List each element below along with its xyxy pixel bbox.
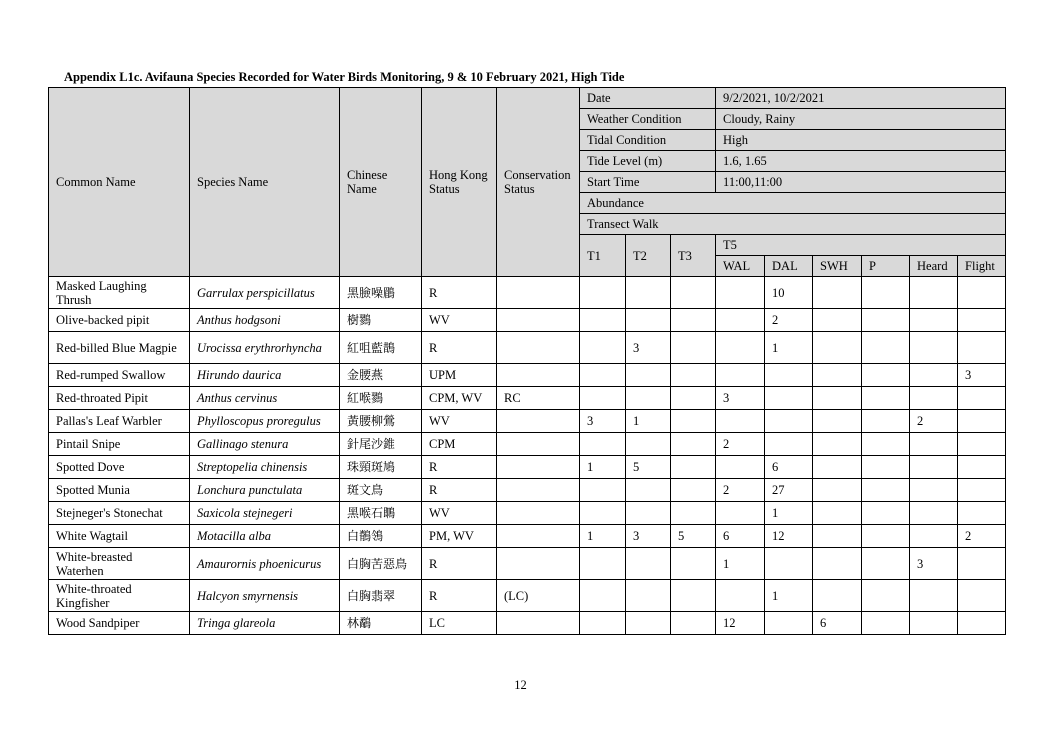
hk-status-cell: WV xyxy=(422,309,497,332)
table-row xyxy=(49,433,1006,456)
count-cell xyxy=(910,479,958,502)
count-cell xyxy=(580,479,626,502)
t5-sub-p: P xyxy=(862,256,910,277)
table-row xyxy=(49,525,1006,548)
hk-status-cell: R xyxy=(422,456,497,479)
t5-sub-swh: SWH xyxy=(813,256,862,277)
count-cell xyxy=(862,548,910,580)
conservation-status-cell xyxy=(497,479,580,502)
chinese-name-cell: 紅喉鷚 xyxy=(340,387,422,410)
species-name-cell: Urocissa erythrorhyncha xyxy=(190,332,340,364)
chinese-name-cell: 珠頸斑鳩 xyxy=(340,456,422,479)
count-cell: 1 xyxy=(580,525,626,548)
common-name-cell: Pallas's Leaf Warbler xyxy=(49,410,190,433)
count-cell: 12 xyxy=(716,612,765,635)
count-cell xyxy=(765,410,813,433)
count-cell xyxy=(671,580,716,612)
count-cell xyxy=(958,309,1006,332)
count-cell xyxy=(910,332,958,364)
table-row xyxy=(49,456,1006,479)
chinese-name-cell: 黃腰柳鶯 xyxy=(340,410,422,433)
count-cell xyxy=(958,580,1006,612)
condition-label: Weather Condition xyxy=(580,109,716,130)
common-name-cell: Pintail Snipe xyxy=(49,433,190,456)
count-cell xyxy=(580,332,626,364)
count-cell xyxy=(813,277,862,309)
count-cell xyxy=(626,433,671,456)
count-cell xyxy=(626,364,671,387)
table-header xyxy=(49,88,1006,277)
count-cell: 2 xyxy=(716,433,765,456)
count-cell xyxy=(671,364,716,387)
count-cell xyxy=(580,309,626,332)
conservation-status-cell xyxy=(497,309,580,332)
table-row xyxy=(49,410,1006,433)
count-cell xyxy=(813,525,862,548)
species-name-cell: Gallinago stenura xyxy=(190,433,340,456)
transect-t2: T2 xyxy=(626,235,671,277)
page-number: 12 xyxy=(514,678,527,692)
transect-t1: T1 xyxy=(580,235,626,277)
count-cell xyxy=(671,277,716,309)
count-cell: 6 xyxy=(765,456,813,479)
table-row xyxy=(49,387,1006,410)
count-cell xyxy=(671,612,716,635)
species-name-cell: Saxicola stejnegeri xyxy=(190,502,340,525)
common-name-cell: Red-billed Blue Magpie xyxy=(49,332,190,364)
conservation-status-cell xyxy=(497,502,580,525)
species-table xyxy=(48,87,1006,635)
conservation-status-cell xyxy=(497,433,580,456)
count-cell xyxy=(813,548,862,580)
count-cell xyxy=(910,502,958,525)
count-cell xyxy=(862,364,910,387)
count-cell xyxy=(910,387,958,410)
count-cell xyxy=(958,548,1006,580)
count-cell: 1 xyxy=(765,502,813,525)
chinese-name-cell: 金腰燕 xyxy=(340,364,422,387)
count-cell xyxy=(716,580,765,612)
count-cell xyxy=(862,433,910,456)
count-cell xyxy=(765,433,813,456)
condition-label: Date xyxy=(580,88,716,109)
count-cell: 3 xyxy=(958,364,1006,387)
table-body xyxy=(49,277,1006,635)
species-name-cell: Lonchura punctulata xyxy=(190,479,340,502)
common-name-cell: Stejneger's Stonechat xyxy=(49,502,190,525)
header-species-name: Species Name xyxy=(190,88,340,277)
species-name-cell: Halcyon smyrnensis xyxy=(190,580,340,612)
transect-t5: T5 xyxy=(716,235,1006,256)
conservation-status-cell xyxy=(497,277,580,309)
count-cell xyxy=(765,387,813,410)
count-cell: 6 xyxy=(813,612,862,635)
count-cell: 3 xyxy=(910,548,958,580)
count-cell: 3 xyxy=(626,525,671,548)
count-cell: 2 xyxy=(716,479,765,502)
chinese-name-cell: 白鶺鴒 xyxy=(340,525,422,548)
hk-status-cell: CPM, WV xyxy=(422,387,497,410)
hk-status-cell: LC xyxy=(422,612,497,635)
common-name-cell: Spotted Munia xyxy=(49,479,190,502)
count-cell xyxy=(580,502,626,525)
count-cell: 1 xyxy=(765,580,813,612)
table-row xyxy=(49,612,1006,635)
chinese-name-cell: 白胸苦惡鳥 xyxy=(340,548,422,580)
count-cell: 5 xyxy=(671,525,716,548)
table-row xyxy=(49,502,1006,525)
hk-status-cell: R xyxy=(422,548,497,580)
count-cell xyxy=(958,332,1006,364)
species-name-cell: Garrulax perspicillatus xyxy=(190,277,340,309)
count-cell xyxy=(716,410,765,433)
transect-walk-label: Transect Walk xyxy=(580,214,1006,235)
condition-value: 11:00,11:00 xyxy=(716,172,1006,193)
count-cell: 1 xyxy=(765,332,813,364)
count-cell xyxy=(580,364,626,387)
common-name-cell: White-breasted Waterhen xyxy=(49,548,190,580)
count-cell xyxy=(910,456,958,479)
chinese-name-cell: 黑喉石䳭 xyxy=(340,502,422,525)
count-cell xyxy=(626,502,671,525)
common-name-cell: Red-throated Pipit xyxy=(49,387,190,410)
count-cell xyxy=(626,309,671,332)
count-cell xyxy=(580,548,626,580)
count-cell: 1 xyxy=(580,456,626,479)
count-cell xyxy=(626,277,671,309)
count-cell: 3 xyxy=(716,387,765,410)
count-cell xyxy=(958,277,1006,309)
species-name-cell: Hirundo daurica xyxy=(190,364,340,387)
chinese-name-cell: 白胸翡翠 xyxy=(340,580,422,612)
chinese-name-cell: 黑臉噪鶥 xyxy=(340,277,422,309)
count-cell xyxy=(671,309,716,332)
conservation-status-cell xyxy=(497,456,580,479)
species-name-cell: Tringa glareola xyxy=(190,612,340,635)
count-cell xyxy=(910,309,958,332)
conservation-status-cell xyxy=(497,525,580,548)
common-name-cell: White Wagtail xyxy=(49,525,190,548)
condition-value: High xyxy=(716,130,1006,151)
header-common-name: Common Name xyxy=(49,88,190,277)
conservation-status-cell: RC xyxy=(497,387,580,410)
table-row xyxy=(49,548,1006,580)
hk-status-cell: WV xyxy=(422,410,497,433)
count-cell: 2 xyxy=(958,525,1006,548)
appendix-title: Appendix L1c. Avifauna Species Recorded for Water Birds Monitoring, 9 & 10 February 2021, High Tide xyxy=(64,70,625,84)
hk-status-cell: WV xyxy=(422,502,497,525)
count-cell xyxy=(813,332,862,364)
count-cell xyxy=(862,277,910,309)
species-name-cell: Amaurornis phoenicurus xyxy=(190,548,340,580)
header-chinese-name: Chinese Name xyxy=(340,88,422,277)
table-row xyxy=(49,479,1006,502)
hk-status-cell: R xyxy=(422,332,497,364)
count-cell xyxy=(910,277,958,309)
count-cell xyxy=(862,410,910,433)
count-cell xyxy=(813,456,862,479)
count-cell xyxy=(813,433,862,456)
count-cell xyxy=(671,502,716,525)
conservation-status-cell: (LC) xyxy=(497,580,580,612)
chinese-name-cell: 樹鷚 xyxy=(340,309,422,332)
abundance-label: Abundance xyxy=(580,193,1006,214)
count-cell xyxy=(716,332,765,364)
count-cell xyxy=(910,433,958,456)
hk-status-cell: R xyxy=(422,479,497,502)
condition-label: Tidal Condition xyxy=(580,130,716,151)
count-cell xyxy=(862,332,910,364)
count-cell xyxy=(813,502,862,525)
table-row xyxy=(49,580,1006,612)
species-name-cell: Anthus hodgsoni xyxy=(190,309,340,332)
count-cell xyxy=(910,580,958,612)
count-cell: 6 xyxy=(716,525,765,548)
count-cell xyxy=(862,502,910,525)
chinese-name-cell: 林鷸 xyxy=(340,612,422,635)
t5-sub-dal: DAL xyxy=(765,256,813,277)
count-cell xyxy=(626,479,671,502)
count-cell xyxy=(862,309,910,332)
header-conservation-status: Conservation Status xyxy=(497,88,580,277)
count-cell xyxy=(910,612,958,635)
count-cell xyxy=(671,410,716,433)
common-name-cell: Wood Sandpiper xyxy=(49,612,190,635)
count-cell xyxy=(958,410,1006,433)
count-cell: 1 xyxy=(716,548,765,580)
count-cell: 2 xyxy=(765,309,813,332)
count-cell xyxy=(580,612,626,635)
hk-status-cell: UPM xyxy=(422,364,497,387)
condition-value: Cloudy, Rainy xyxy=(716,109,1006,130)
common-name-cell: Spotted Dove xyxy=(49,456,190,479)
condition-value: 1.6, 1.65 xyxy=(716,151,1006,172)
count-cell xyxy=(862,612,910,635)
count-cell: 5 xyxy=(626,456,671,479)
common-name-cell: White-throated Kingfisher xyxy=(49,580,190,612)
table-row xyxy=(49,277,1006,309)
count-cell xyxy=(958,612,1006,635)
header-hk-status: Hong Kong Status xyxy=(422,88,497,277)
count-cell xyxy=(765,364,813,387)
count-cell xyxy=(671,433,716,456)
count-cell xyxy=(910,364,958,387)
t5-sub-wal: WAL xyxy=(716,256,765,277)
count-cell xyxy=(813,309,862,332)
count-cell xyxy=(813,479,862,502)
count-cell xyxy=(626,580,671,612)
common-name-cell: Olive-backed pipit xyxy=(49,309,190,332)
count-cell xyxy=(716,309,765,332)
count-cell: 12 xyxy=(765,525,813,548)
count-cell: 27 xyxy=(765,479,813,502)
count-cell xyxy=(716,364,765,387)
condition-value: 9/2/2021, 10/2/2021 xyxy=(716,88,1006,109)
count-cell xyxy=(671,332,716,364)
count-cell: 10 xyxy=(765,277,813,309)
conservation-status-cell xyxy=(497,548,580,580)
count-cell xyxy=(813,387,862,410)
species-name-cell: Phylloscopus proregulus xyxy=(190,410,340,433)
conservation-status-cell xyxy=(497,612,580,635)
species-name-cell: Anthus cervinus xyxy=(190,387,340,410)
count-cell: 2 xyxy=(910,410,958,433)
count-cell xyxy=(958,433,1006,456)
count-cell xyxy=(580,580,626,612)
conservation-status-cell xyxy=(497,332,580,364)
count-cell xyxy=(580,277,626,309)
count-cell xyxy=(671,387,716,410)
condition-label: Start Time xyxy=(580,172,716,193)
count-cell: 1 xyxy=(626,410,671,433)
count-cell xyxy=(958,502,1006,525)
conservation-status-cell xyxy=(497,410,580,433)
count-cell xyxy=(716,502,765,525)
count-cell xyxy=(716,456,765,479)
count-cell xyxy=(862,456,910,479)
table-row xyxy=(49,364,1006,387)
count-cell xyxy=(671,456,716,479)
count-cell xyxy=(765,612,813,635)
common-name-cell: Red-rumped Swallow xyxy=(49,364,190,387)
count-cell xyxy=(862,580,910,612)
count-cell xyxy=(626,387,671,410)
common-name-cell: Masked Laughing Thrush xyxy=(49,277,190,309)
condition-label: Tide Level (m) xyxy=(580,151,716,172)
count-cell xyxy=(958,456,1006,479)
count-cell xyxy=(626,612,671,635)
count-cell: 3 xyxy=(580,410,626,433)
table-row xyxy=(49,332,1006,364)
species-name-cell: Motacilla alba xyxy=(190,525,340,548)
chinese-name-cell: 紅咀藍鵲 xyxy=(340,332,422,364)
count-cell xyxy=(716,277,765,309)
hk-status-cell: R xyxy=(422,277,497,309)
count-cell xyxy=(813,410,862,433)
hk-status-cell: R xyxy=(422,580,497,612)
table-row xyxy=(49,309,1006,332)
chinese-name-cell: 針尾沙錐 xyxy=(340,433,422,456)
conservation-status-cell xyxy=(497,364,580,387)
count-cell: 3 xyxy=(626,332,671,364)
t5-sub-flight: Flight xyxy=(958,256,1006,277)
count-cell xyxy=(813,364,862,387)
count-cell xyxy=(813,580,862,612)
count-cell xyxy=(862,525,910,548)
count-cell xyxy=(862,387,910,410)
count-cell xyxy=(862,479,910,502)
hk-status-cell: CPM xyxy=(422,433,497,456)
t5-sub-heard: Heard xyxy=(910,256,958,277)
count-cell xyxy=(910,525,958,548)
count-cell xyxy=(580,433,626,456)
count-cell xyxy=(580,387,626,410)
count-cell xyxy=(958,387,1006,410)
count-cell xyxy=(671,548,716,580)
hk-status-cell: PM, WV xyxy=(422,525,497,548)
count-cell xyxy=(958,479,1006,502)
count-cell xyxy=(626,548,671,580)
transect-t3: T3 xyxy=(671,235,716,277)
species-name-cell: Streptopelia chinensis xyxy=(190,456,340,479)
count-cell xyxy=(765,548,813,580)
chinese-name-cell: 斑文鳥 xyxy=(340,479,422,502)
count-cell xyxy=(671,479,716,502)
